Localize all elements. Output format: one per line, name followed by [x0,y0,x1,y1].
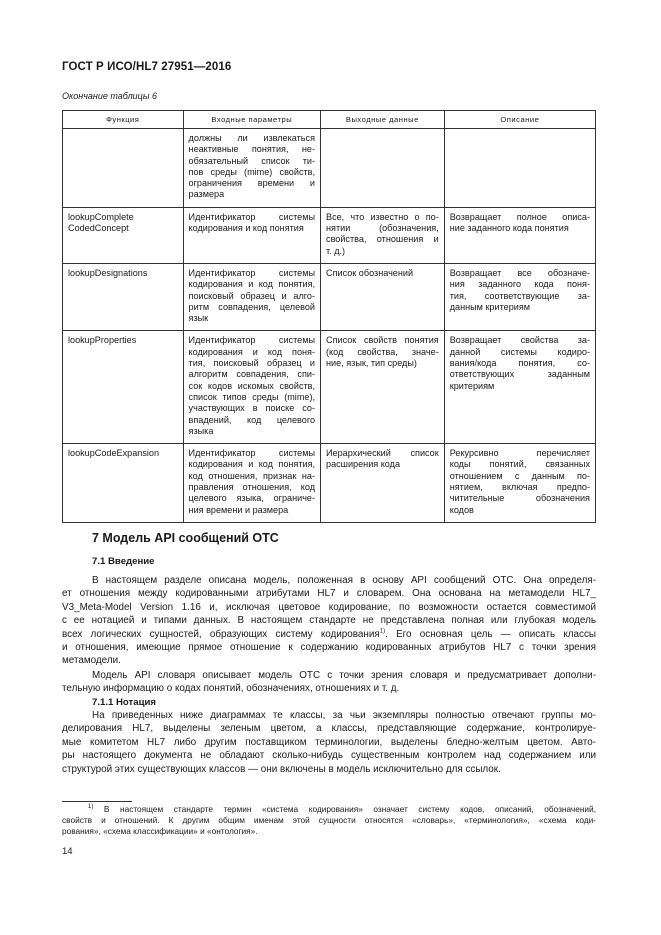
cell-line: размера [188,189,225,200]
cell-inputs [183,263,320,330]
cell-line: тия, соответствующие за- [449,290,590,301]
text-fragment: В настоящем стандарте термин «система кодирования» означает систему кодов, описаний, обозначений, [103,804,596,814]
cell-outputs [321,263,445,330]
cell-line: правления отношения, код [188,482,316,493]
cell-line: (код свойства, значе- [326,346,439,357]
text-line: структурой этих существующих классов — они включены в модель исключительно для ссылок. [62,763,501,775]
cell-line: поисковый образец и алго- [188,290,316,301]
cell-description [444,263,595,330]
cell-line: ние заданного кода понятия [449,223,569,234]
cell-outputs [321,444,445,523]
cell-line: Рекурсивно перечисляет [449,448,590,459]
cell-line: пов среды (mime) свойств, [188,166,316,177]
text-fragment: . Его основная цель — описать классы [385,628,596,640]
table-row [63,263,596,330]
cell-inputs [183,331,320,444]
footnote-divider [62,801,132,802]
document-header: ГОСТ Р ИСО/HL7 27951—2016 [62,61,232,73]
cell-line: Идентификатор системы [188,335,316,346]
cell-line: Иерархический список [326,448,439,459]
cell-line: кодов [449,504,474,515]
cell-line: кодирования и код понятия, [188,279,316,290]
cell-function: lookupCodeExpansion [63,444,184,523]
cell-line: ритм совпадения, целевой [188,301,316,312]
page-number: 14 [62,846,73,857]
cell-inputs [183,129,320,208]
cell-line: алгоритм совпадения, спи- [188,369,316,380]
cell-line: обязательный список ти- [188,155,316,166]
text-line: На приведенных ниже диаграммах те классы, за чьи экземпляры полностью отвечают группы мо- [92,710,596,721]
cell-line: критериям [449,380,495,391]
cell-line: кодирования и код понятия, [188,459,316,470]
paragraph-notation [62,709,596,776]
cell-line: Список обозначений [326,267,414,278]
text-line: Модель API словаря описывает модель ОТС с точки зрения словаря и предусматривает дополни- [92,670,596,681]
cell-line: нятием, включая предпо- [449,482,590,493]
text-line: тельную информацию о кодах понятий, обозначениях, отношениях и т. д. [62,683,400,695]
cell-line: читительные обозначения [449,493,590,504]
cell-line: неактивные понятия, не- [188,144,316,155]
text-line: свойств и отношений. К другим общим именам этой сущности относятся «словарь», «терминология», «схема коди- [62,815,596,825]
cell-line: данным критериям [449,301,531,312]
cell-outputs [321,129,445,208]
subsection-title-intro: 7.1 Введение [92,556,155,567]
cell-line: расширения кода [326,459,401,470]
cell-line: нятии (обозначения, [326,223,439,234]
subsection-title-notation: 7.1.1 Нотация [92,697,156,708]
cell-line: Возвращает свойства за- [449,335,590,346]
paragraph-intro [62,574,596,668]
cell-inputs [183,207,320,263]
text-line: мые комитетом HL7 либо другим поставщиком терминологии, выделены бледно-желтым цветом. Авто- [62,736,596,748]
text-line: и отношения, имеющие прямое отношение к содержанию кодированных атрибутов HL7 с точки зрения [62,642,596,654]
functions-table [62,110,596,523]
cell-line: кодирования и код понятия [188,223,304,234]
cell-function: lookupComplete CodedConcept [63,207,184,263]
text-line: метамодели. [62,655,121,667]
cell-line: список типов среды (mime), [188,391,316,402]
cell-line: целевого языка, ограниче- [188,493,316,504]
cell-line: Идентификатор системы [188,267,316,278]
cell-function: lookupDesignations [63,263,184,330]
cell-description [444,444,595,523]
text-line [62,628,596,641]
cell-line: Идентификатор системы [188,211,316,222]
section-title: 7 Модель API сообщений ОТС [92,531,279,545]
table-row [63,444,596,523]
cell-line: отношением с данным по- [449,470,590,481]
text-fragment: всех логических сущностей, образующих систему кодирования [62,628,380,640]
cell-function: lookupProperties [63,331,184,444]
text-line [62,804,596,815]
text-line: V3_Meta-Model Version 1.16 и, исключая цветовое кодирование, по возможности остается совместимой [62,601,596,613]
cell-line: Возвращает все обозначе- [449,267,590,278]
column-header-description: Описание [444,111,595,129]
cell-line: сок кодов искомых свойств, [188,380,316,391]
footnote-marker: 1) [88,804,94,811]
table-caption: Окончание таблицы 6 [62,91,157,101]
cell-line: ния заданного кода поня- [449,279,590,290]
cell-line: ответствующих заданным [449,369,590,380]
paragraph-vocabulary-model [62,669,596,696]
cell-line: свойства, отношения и [326,234,439,245]
column-header-function: Функция [63,111,184,129]
cell-line: вания/кода понятия, со- [449,358,590,369]
cell-outputs [321,207,445,263]
cell-line: ния времени и размера [188,504,289,515]
column-header-outputs: Выходные данные [321,111,445,129]
text-line: ет отношения между кодированными атрибутами HL7 и словарем. Она основана на метамодели HL7_ [62,588,596,600]
cell-outputs [321,331,445,444]
cell-line: тия, поисковый образец и [188,358,316,369]
footnote [62,804,596,837]
cell-description [444,207,595,263]
text-line: В настоящем разделе описана модель, положенная в основу API сообщений ОТС. Она определя- [92,575,596,586]
cell-line: Возвращает полное описа- [449,211,590,222]
column-header-inputs: Входные параметры [183,111,320,129]
text-line: ры настоящего документа не обладают сколько-нибудь существенным контролем над содержанием или [62,750,596,762]
cell-description [444,129,595,208]
cell-inputs [183,444,320,523]
cell-line: кодирования и код поня- [188,346,316,357]
cell-line: Все, что известно о по- [326,211,439,222]
cell-line: данной системы кодиро- [449,346,590,357]
cell-line: язык [188,313,209,324]
cell-line: участвующих в поиске со- [188,403,316,414]
footnote-marker: 1) [379,628,386,635]
cell-line: Идентификатор системы [188,448,316,459]
table-row [63,207,596,263]
table-row [63,129,596,208]
cell-line: Список свойств понятия [326,335,439,346]
cell-line: впадений, код целевого [188,414,316,425]
text-line: делирования HL7, выделены зеленым цветом, а классы, представляющие содержание, контролируе- [62,723,596,735]
text-line: рования», «схема классификации» и «онтология». [62,826,258,836]
cell-function [63,129,184,208]
cell-description [444,331,595,444]
table-header-row [63,111,596,129]
cell-line: код отношения, признак на- [188,470,316,481]
table-row [63,331,596,444]
cell-line: коды понятий, связанных [449,459,590,470]
cell-line: должны ли извлекаться [188,133,316,143]
cell-line: ограничения времени и [188,178,316,189]
text-line: с ее нотацией и типами данных. В настоящем стандарте не представлена полная или глубокая модель [62,615,596,627]
cell-line: языка [188,425,214,436]
cell-line: т. д.) [326,245,346,256]
cell-line: ние, язык, тип среды) [326,358,417,369]
